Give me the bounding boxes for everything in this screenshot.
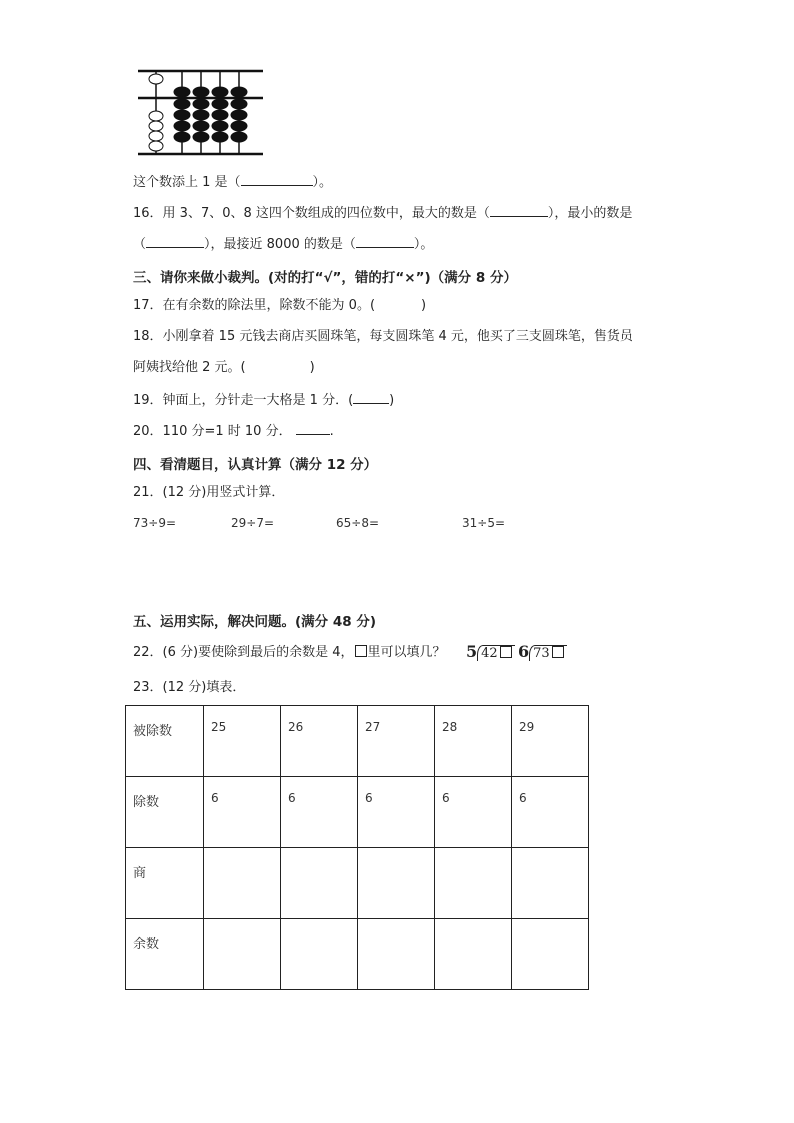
table-row — [126, 706, 589, 777]
q17-line — [133, 298, 426, 314]
section3-title: 三、请你来做小裁判。(对的打“√”，错的打“×”)（满分 8 分） — [133, 270, 517, 286]
q15-answer-blank[interactable] — [241, 173, 313, 186]
abacus-bead — [149, 131, 163, 141]
abacus-bead — [212, 132, 228, 142]
q17-text: 17．在有余数的除法里，除数不能为 0。( — [133, 298, 376, 313]
table-cell[interactable] — [435, 919, 512, 990]
table-row-label: 除数 — [126, 777, 204, 848]
q21-calc-2: 29÷7= — [231, 516, 275, 530]
abacus-rods — [149, 71, 247, 154]
q19-close: ) — [389, 393, 395, 408]
abacus-bead — [212, 87, 228, 97]
table-cell[interactable] — [358, 848, 435, 919]
table-row-label: 余数 — [126, 919, 204, 990]
q15-tail-line — [133, 173, 332, 191]
abacus-bead — [231, 132, 247, 142]
q22-text-a: 22．(6 分)要使除到最后的余数是 4， — [133, 645, 354, 660]
table-cell: 25 — [204, 706, 281, 777]
q20-text: 20．110 分=1 时 10 分． — [133, 424, 292, 439]
table-row — [126, 848, 589, 919]
table-cell: 26 — [281, 706, 358, 777]
q22-division-2 — [518, 642, 567, 661]
table-cell[interactable] — [358, 919, 435, 990]
abacus-bead — [212, 99, 228, 109]
q20-line — [133, 422, 334, 440]
abacus-bead — [193, 87, 209, 97]
abacus-bead — [149, 111, 163, 121]
table-row — [126, 919, 589, 990]
table-cell[interactable] — [512, 848, 589, 919]
q16-line2 — [133, 235, 433, 253]
q18-line1: 18．小刚拿着 15 元钱去商店买圆珠笔，每支圆珠笔 4 元，他买了三支圆珠笔，售货员 — [133, 329, 633, 344]
q15-close: ）。 — [312, 175, 333, 190]
table-cell: 6 — [435, 777, 512, 848]
q20-close: . — [329, 424, 334, 439]
abacus-bead — [174, 110, 190, 120]
q22-dividend-1-digits: 42 — [481, 646, 498, 661]
q15-tail-text: 这个数添上 1 是（ — [133, 175, 241, 190]
abacus-figure — [136, 66, 266, 158]
q19-line — [133, 391, 394, 409]
q16-smallest-blank[interactable] — [146, 235, 204, 248]
abacus-bead — [193, 99, 209, 109]
abacus-bead — [174, 132, 190, 142]
q22-fill-box-2[interactable] — [552, 646, 564, 658]
table-cell: 6 — [204, 777, 281, 848]
abacus-bead — [212, 110, 228, 120]
table-row-label: 被除数 — [126, 706, 204, 777]
q16-largest-blank[interactable] — [490, 204, 548, 217]
abacus-bead — [193, 110, 209, 120]
q22-divisor-2: 6 — [518, 642, 530, 661]
q16-line1 — [133, 204, 632, 222]
q21-calc-1: 73÷9= — [133, 516, 177, 530]
q21-calc-3: 65÷8= — [336, 516, 380, 530]
q19-text: 19．钟面上，分针走一大格是 1 分．( — [133, 393, 354, 408]
abacus-bead — [174, 99, 190, 109]
section4-title: 四、看清题目，认真计算（满分 12 分） — [133, 457, 378, 473]
abacus-bead — [174, 121, 190, 131]
q18-close: ) — [309, 360, 315, 375]
q21-text: 21．(12 分)用竖式计算． — [133, 485, 285, 500]
table-cell: 29 — [512, 706, 589, 777]
q20-answer-blank[interactable] — [296, 422, 330, 435]
abacus-bead — [149, 121, 163, 131]
table-cell: 27 — [358, 706, 435, 777]
abacus-bead — [149, 141, 163, 151]
abacus-bead — [149, 74, 163, 84]
q22-fill-box-1[interactable] — [500, 646, 512, 658]
q16-text-d: ），最接近 8000 的数是（ — [204, 237, 356, 252]
table-cell: 6 — [512, 777, 589, 848]
q18-text: 阿姨找给他 2 元。( — [133, 360, 246, 375]
section5-title: 五、运用实际，解决问题。(满分 48 分) — [133, 614, 377, 630]
q21-calc-4: 31÷5= — [462, 516, 506, 530]
q22-divisor-1: 5 — [466, 642, 478, 661]
q16-text-c: （ — [133, 237, 147, 252]
table-cell[interactable] — [281, 919, 358, 990]
table-cell: 28 — [435, 706, 512, 777]
q16-text-a: 16．用 3、7、0、8 这四个数组成的四位数中，最大的数是（ — [133, 206, 490, 221]
abacus-bead — [212, 121, 228, 131]
abacus-bead — [231, 87, 247, 97]
table-cell[interactable] — [204, 919, 281, 990]
abacus-bead — [174, 87, 190, 97]
table-cell[interactable] — [512, 919, 589, 990]
q22-line — [133, 645, 446, 661]
abacus-bead — [231, 110, 247, 120]
table-row — [126, 777, 589, 848]
q18-line2 — [133, 360, 315, 376]
q22-dividend-1 — [477, 645, 515, 661]
q19-answer-blank[interactable] — [353, 391, 389, 404]
table-cell: 6 — [281, 777, 358, 848]
table-cell[interactable] — [435, 848, 512, 919]
q22-division-1 — [466, 642, 515, 661]
q23-text: 23．(12 分)填表． — [133, 680, 246, 695]
q22-text-b: 里可以填几？ — [367, 645, 446, 660]
box-symbol — [355, 645, 367, 657]
q16-text-e: ）。 — [413, 237, 434, 252]
table-cell[interactable] — [281, 848, 358, 919]
table-cell[interactable] — [204, 848, 281, 919]
q16-closest-blank[interactable] — [356, 235, 414, 248]
q22-dividend-2 — [529, 645, 567, 661]
abacus-bead — [193, 121, 209, 131]
table-cell: 6 — [358, 777, 435, 848]
q16-text-b: ），最小的数是 — [547, 206, 633, 221]
q22-dividend-2-digits: 73 — [533, 646, 550, 661]
division-table — [125, 705, 589, 990]
q17-close: ) — [421, 298, 427, 313]
abacus-bead — [231, 121, 247, 131]
table-row-label: 商 — [126, 848, 204, 919]
abacus-bead — [231, 99, 247, 109]
abacus-bead — [193, 132, 209, 142]
